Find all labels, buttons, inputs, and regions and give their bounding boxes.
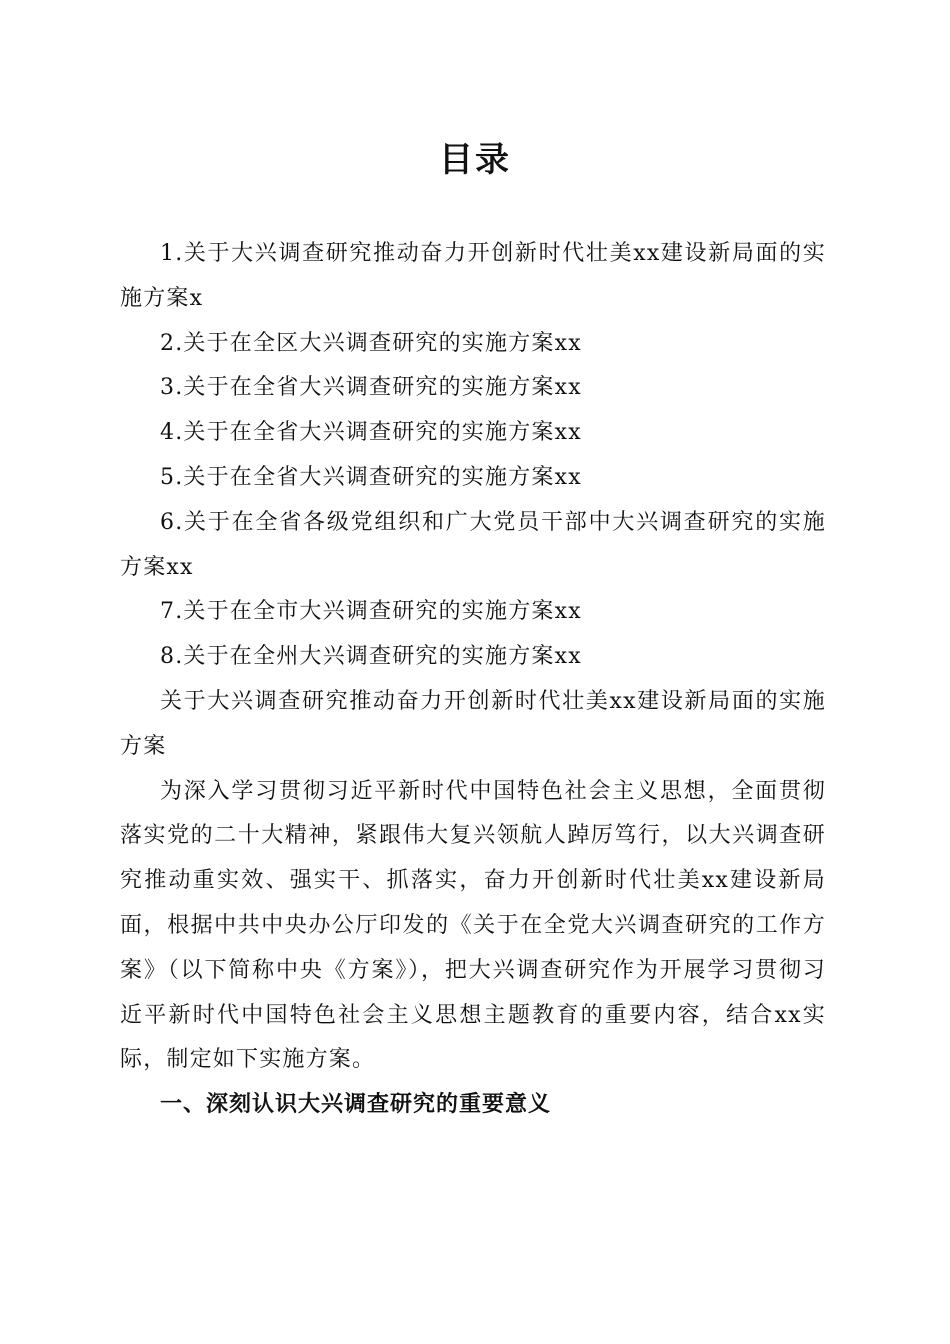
document-title-line: 关于大兴调查研究推动奋力开创新时代壮美xx建设新局面的实施方案 [120,688,826,759]
document-body [120,232,826,1128]
toc-item-2: 2.关于在全区大兴调查研究的实施方案xx [160,330,582,356]
toc-item-1: 1.关于大兴调查研究推动奋力开创新时代壮美xx建设新局面的实施方案x [120,241,826,311]
toc-item-3: 3.关于在全省大兴调查研究的实施方案xx [160,375,582,401]
toc-item-8: 8.关于在全州大兴调查研究的实施方案xx [160,644,582,670]
toc-item-4: 4.关于在全省大兴调查研究的实施方案xx [160,420,582,446]
page-title: 目录 [439,140,511,180]
toc-item-5: 5.关于在全省大兴调查研究的实施方案xx [160,464,582,490]
toc-item-6: 6.关于在全省各级党组织和广大党员干部中大兴调查研究的实施方案xx [120,509,826,580]
toc-item-7: 7.关于在全市大兴调查研究的实施方案xx [160,599,582,625]
intro-paragraph: 为深入学习贯彻习近平新时代中国特色社会主义思想，全面贯彻落实党的二十大精神，紧跟伟大复兴领航人踔厉笃行，以大兴调查研究推动重实效、强实干、抓落实，奋力开创新时代壮美xx建设新局面，根据中共中央办公厅印发的《关于在全党大兴调查研究的工作方案》（以下简称中央《方案》），把大兴调查研究作为开展学习贯彻习近平新时代中国特色社会主义思想主题教育的重要内容，结合xx实际，制定如下实施方案。 [120,778,826,1073]
section-heading: 一、深刻认识大兴调查研究的重要意义 [160,1092,552,1118]
